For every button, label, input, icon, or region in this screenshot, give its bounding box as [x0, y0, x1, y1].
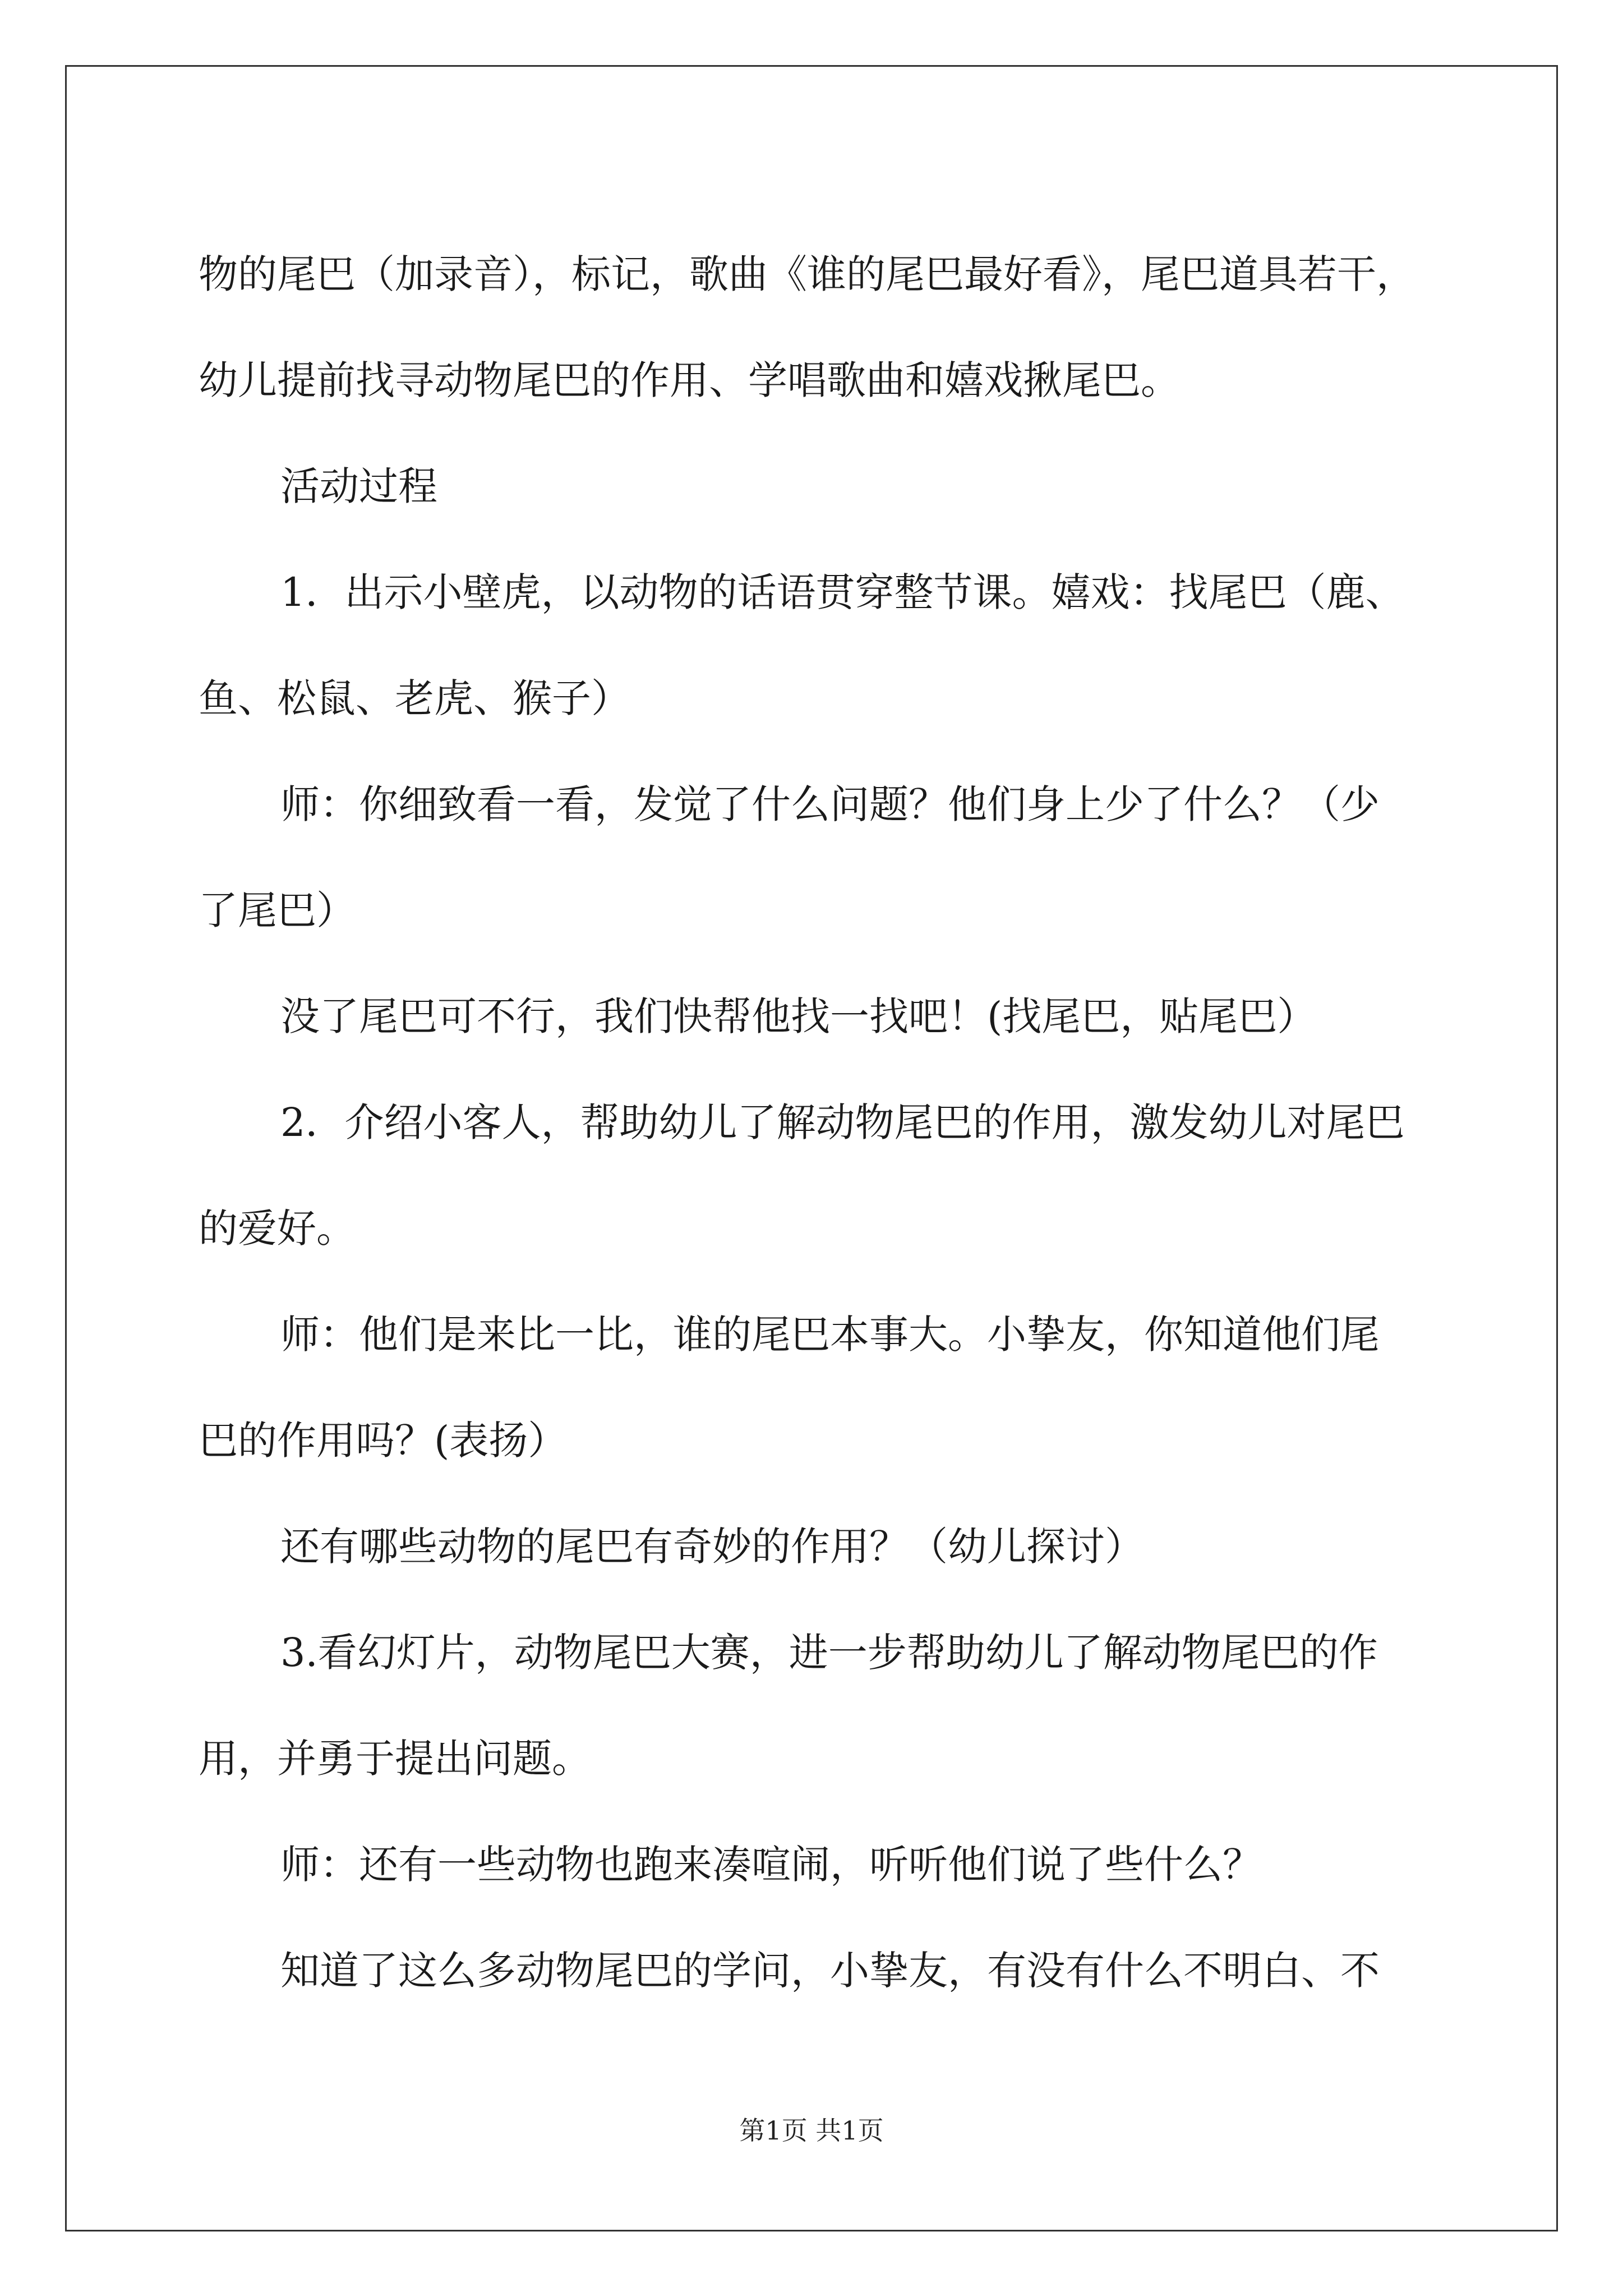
text-line: 幼儿提前找寻动物尾巴的作用、学唱歌曲和嬉戏揪尾巴。 [199, 357, 1180, 403]
text-line: 师：还有一些动物也跑来凑喧闹，听听他们说了些什么？ [280, 1842, 1262, 1888]
text-line: 活动过程 [280, 463, 437, 509]
text-line: 物的尾巴（加录音），标记，歌曲《谁的尾巴最好看》，尾巴道具若干， [199, 251, 1415, 297]
text-line: 还有哪些动物的尾巴有奇妙的作用？（幼儿探讨） [280, 1524, 1144, 1570]
text-line: 鱼、松鼠、老虎、猴子） [199, 675, 630, 721]
document-body [199, 222, 1427, 2024]
text-line: 2．介绍小客人，帮助幼儿了解动物尾巴的作用，激发幼儿对尾巴 [280, 1099, 1405, 1145]
text-line: 的爱好。 [199, 1205, 356, 1251]
text-line: 1．出示小壁虎，以动物的话语贯穿整节课。嬉戏：找尾巴（鹿、 [280, 569, 1405, 615]
text-line: 知道了这么多动物尾巴的学问，小挚友，有没有什么不明白、不 [280, 1948, 1380, 1994]
text-line: 师：你细致看一看，发觉了什么问题？他们身上少了什么？（少 [280, 781, 1380, 827]
text-line: 用，并勇于提出问题。 [199, 1736, 591, 1782]
text-line: 巴的作用吗？(表扬） [199, 1418, 568, 1464]
text-line: 没了尾巴可不行，我们快帮他找一找吧！(找尾巴，贴尾巴） [280, 993, 1317, 1039]
text-line: 了尾巴） [199, 887, 356, 933]
text-line: 师：他们是来比一比，谁的尾巴本事大。小挚友，你知道他们尾 [280, 1312, 1380, 1358]
page-footer: 第1页 共1页 [739, 2115, 884, 2146]
text-line: 3.看幻灯片，动物尾巴大赛，进一步帮助幼儿了解动物尾巴的作 [280, 1630, 1378, 1676]
